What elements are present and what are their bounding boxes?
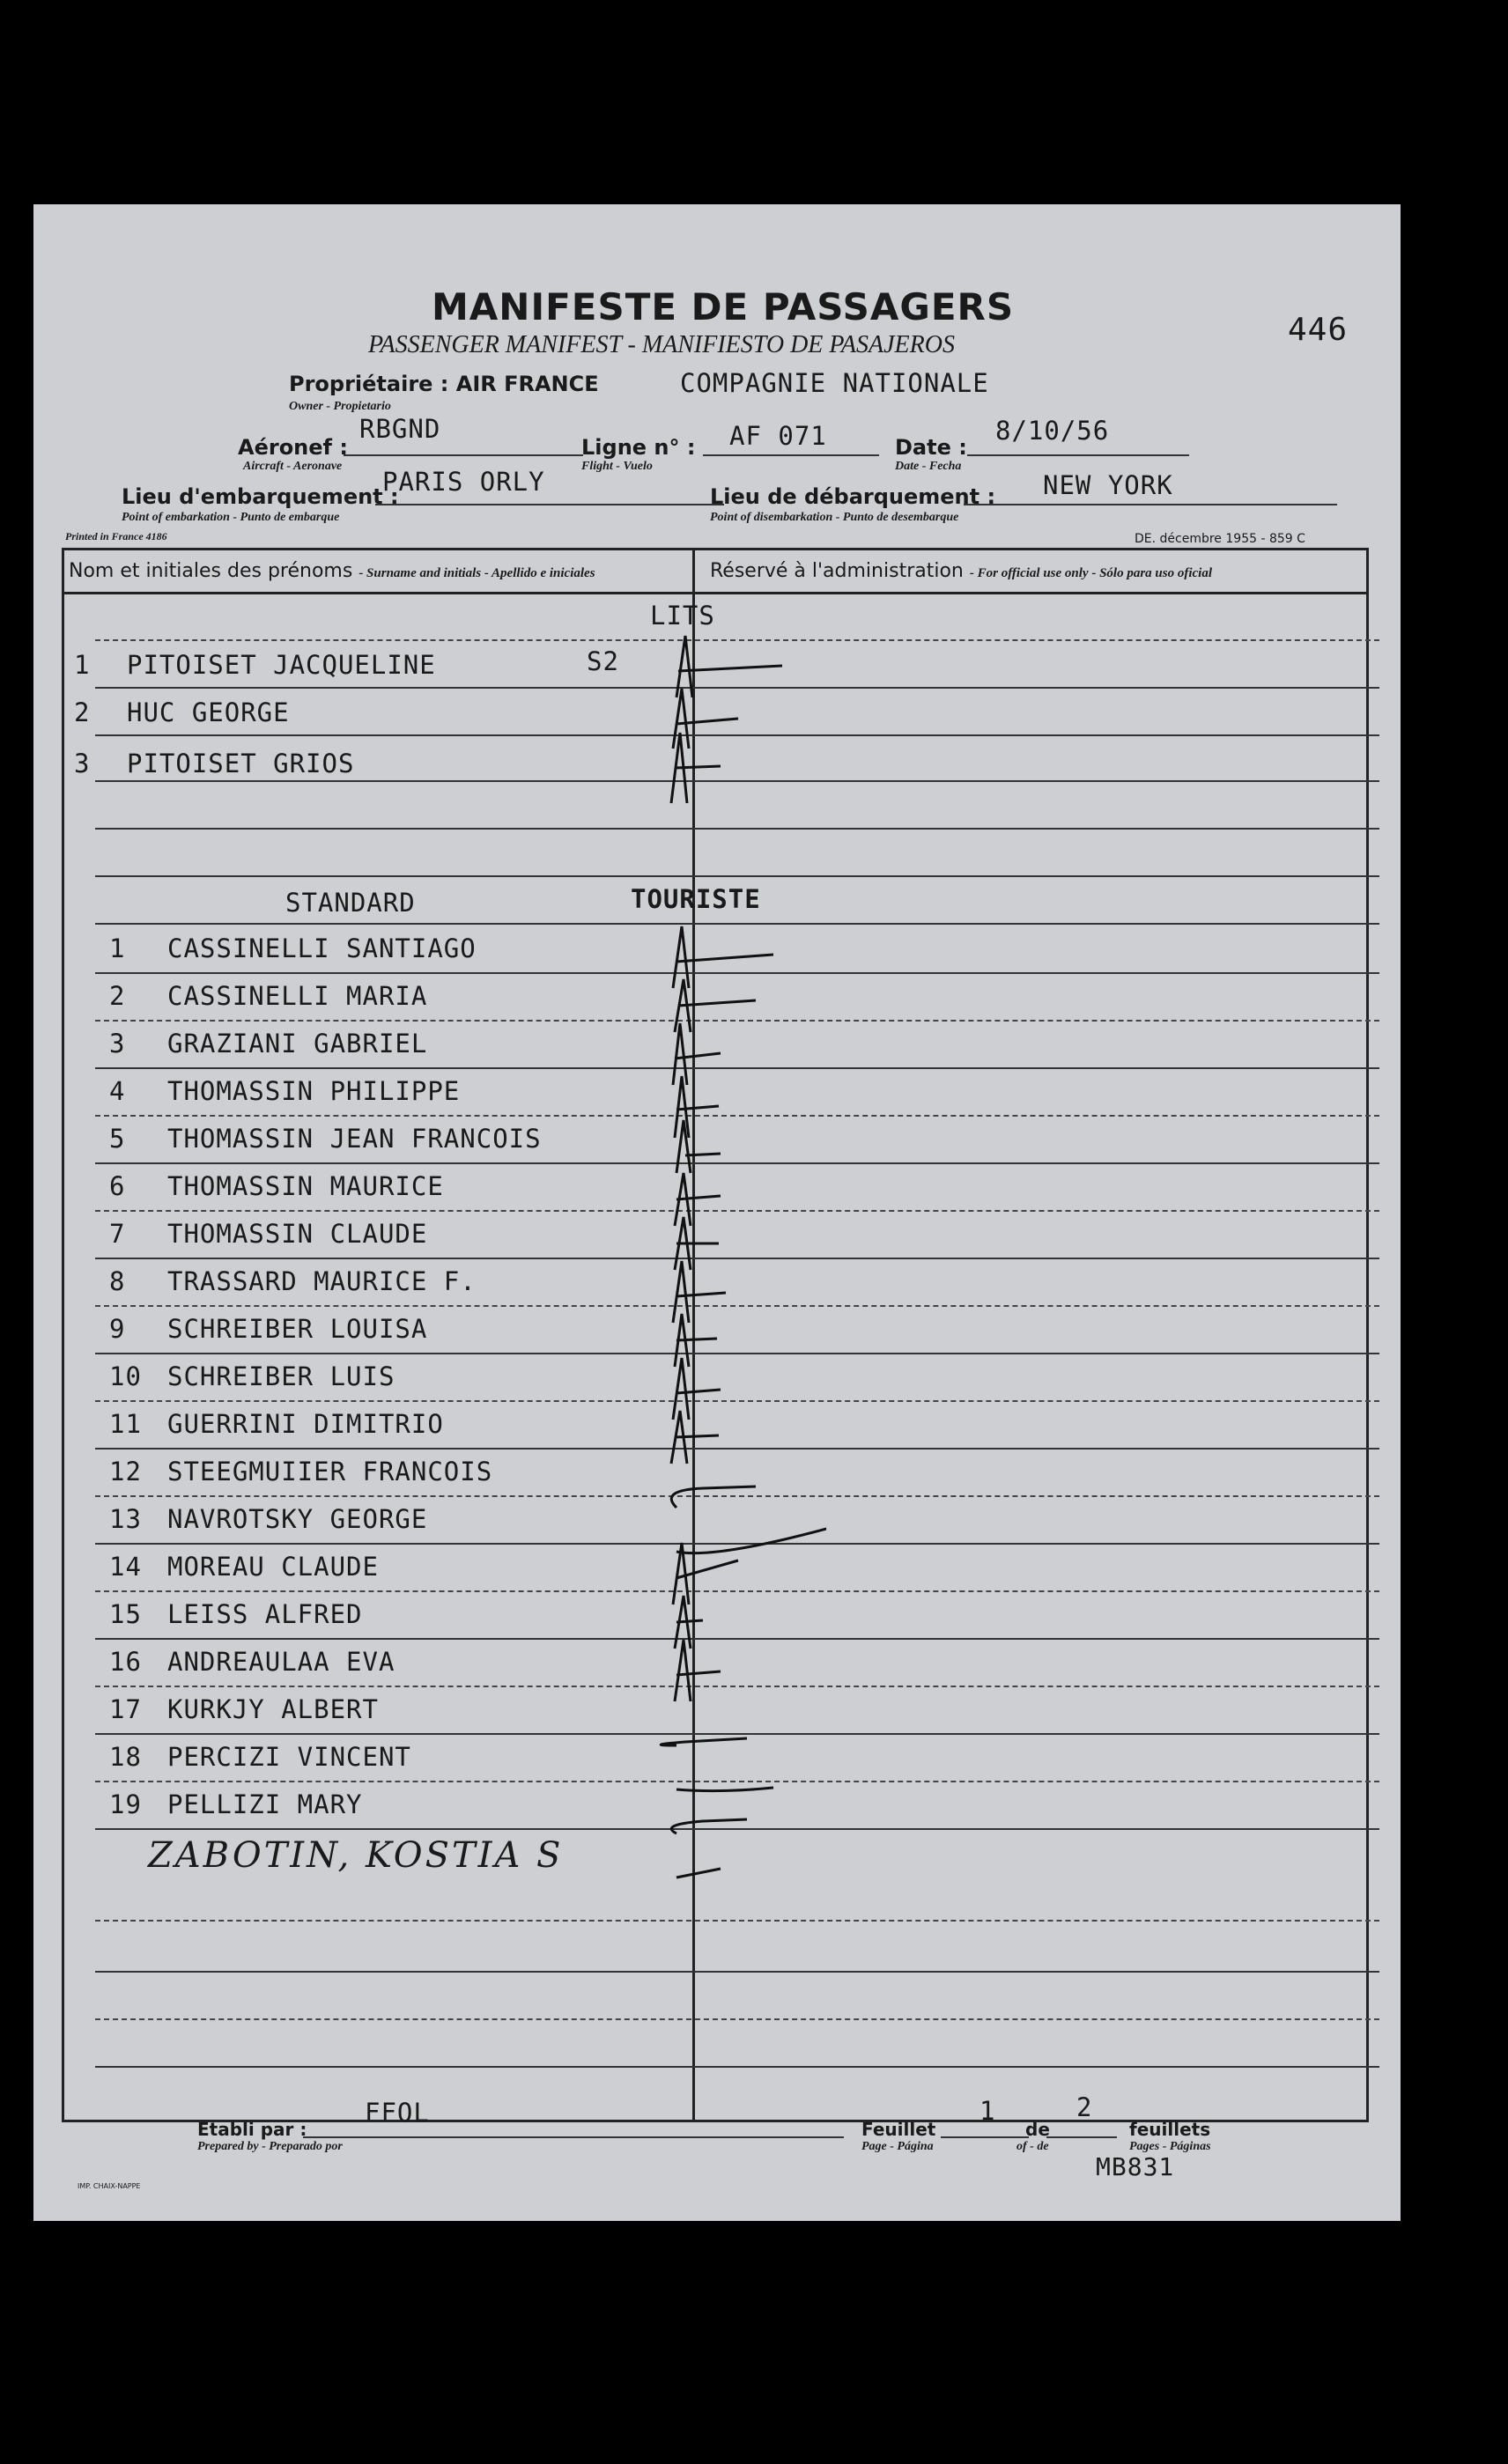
aircraft-sub: Aircraft - Aeronave bbox=[243, 460, 343, 473]
standard-num: 17 bbox=[109, 1694, 142, 1724]
standard-num: 2 bbox=[109, 981, 126, 1011]
owner-label: Propriétaire : AIR FRANCE bbox=[289, 372, 599, 396]
pages-sub: Pages - Páginas bbox=[1129, 2140, 1211, 2153]
standard-name: ANDREAULAA EVA bbox=[167, 1647, 395, 1677]
rule bbox=[95, 2018, 1379, 2020]
standard-name: SCHREIBER LUIS bbox=[167, 1361, 395, 1391]
col-admin-header-sub: - For official use only - Sólo para uso oficial bbox=[969, 566, 1213, 580]
standard-row bbox=[109, 1504, 427, 1534]
document-title: MANIFESTE DE PASSAGERS bbox=[432, 285, 1015, 328]
handwritten-entry: ZABOTIN, KOSTIA S bbox=[148, 1835, 564, 1876]
aircraft-label: Aéronef : bbox=[238, 435, 348, 460]
standard-num: 6 bbox=[109, 1171, 126, 1201]
standard-name: CASSINELLI SANTIAGO bbox=[167, 933, 477, 963]
embark-value: PARIS ORLY bbox=[382, 467, 545, 497]
flight-value: AF 071 bbox=[729, 421, 827, 451]
prepared-underline bbox=[303, 2136, 844, 2138]
printer-note: IMP. CHAIX-NAPPE bbox=[78, 2182, 141, 2190]
standard-name: THOMASSIN JEAN FRANCOIS bbox=[167, 1124, 542, 1154]
standard-num: 12 bbox=[109, 1457, 142, 1487]
standard-name: GRAZIANI GABRIEL bbox=[167, 1029, 428, 1059]
standard-row bbox=[109, 1029, 427, 1059]
col-admin-header bbox=[710, 560, 1212, 582]
section-touriste: TOURISTE bbox=[631, 884, 761, 914]
admin-check-marks bbox=[650, 627, 826, 1904]
manifest-sheet bbox=[33, 204, 1401, 2221]
page-value: 1 bbox=[979, 2096, 996, 2126]
standard-row bbox=[109, 1742, 411, 1772]
document-subtitle: PASSENGER MANIFEST - MANIFIESTO DE PASAJEROS bbox=[368, 331, 955, 358]
standard-num: 15 bbox=[109, 1599, 142, 1629]
standard-row bbox=[109, 1789, 363, 1819]
standard-name: STEEGMUIIER FRANCOIS bbox=[167, 1457, 493, 1487]
lits-num: 2 bbox=[74, 697, 91, 727]
rule bbox=[95, 1920, 1379, 1922]
col-name-header-sub: - Surname and initials - Apellido e iniciales bbox=[359, 566, 595, 580]
lits-extra: S2 bbox=[587, 646, 619, 676]
standard-name: NAVROTSKY GEORGE bbox=[167, 1504, 428, 1534]
standard-row bbox=[109, 1361, 395, 1391]
standard-row bbox=[109, 981, 427, 1011]
col-name-header bbox=[69, 560, 595, 582]
standard-num: 5 bbox=[109, 1124, 126, 1154]
standard-name: PELLIZI MARY bbox=[167, 1789, 363, 1819]
standard-name: PERCIZI VINCENT bbox=[167, 1742, 411, 1772]
standard-num: 19 bbox=[109, 1789, 142, 1819]
lits-name: PITOISET JACQUELINE bbox=[127, 650, 436, 680]
aircraft-value: RBGND bbox=[359, 414, 441, 444]
printed-note: Printed in France 4186 bbox=[65, 530, 167, 542]
lits-row-2 bbox=[74, 697, 290, 727]
standard-row bbox=[109, 1076, 460, 1106]
standard-name: CASSINELLI MARIA bbox=[167, 981, 428, 1011]
embark-label: Lieu d'embarquement : bbox=[122, 484, 399, 509]
lits-name: PITOISET GRIOS bbox=[127, 749, 355, 778]
rule bbox=[95, 2066, 1379, 2068]
lits-num: 1 bbox=[74, 650, 91, 680]
disembark-label: Lieu de débarquement : bbox=[710, 484, 996, 509]
disembark-sub: Point of disembarkation - Punto de desembarque bbox=[710, 511, 959, 524]
decree-note: DE. décembre 1955 - 859 C bbox=[1135, 532, 1305, 546]
section-standard: STANDARD bbox=[285, 888, 416, 918]
date-sub: Date - Fecha bbox=[895, 460, 962, 473]
standard-num: 1 bbox=[109, 933, 126, 963]
standard-num: 7 bbox=[109, 1219, 126, 1249]
aircraft-underline bbox=[344, 454, 583, 456]
disembark-value: NEW YORK bbox=[1043, 470, 1173, 500]
owner-value: COMPAGNIE NATIONALE bbox=[680, 368, 989, 398]
standard-row bbox=[109, 1124, 542, 1154]
lits-row-3 bbox=[74, 749, 354, 778]
stamp-number: MB831 bbox=[1096, 2152, 1175, 2181]
pages-label: feuillets bbox=[1129, 2119, 1211, 2140]
standard-row bbox=[109, 1599, 363, 1629]
standard-name: GUERRINI DIMITRIO bbox=[167, 1409, 444, 1439]
standard-num: 13 bbox=[109, 1504, 142, 1534]
date-underline bbox=[967, 454, 1189, 456]
standard-name: LEISS ALFRED bbox=[167, 1599, 363, 1629]
standard-name: TRASSARD MAURICE F. bbox=[167, 1266, 477, 1296]
standard-row bbox=[109, 1314, 427, 1344]
col-admin-header-text: Réservé à l'administration bbox=[710, 560, 964, 582]
standard-num: 14 bbox=[109, 1552, 142, 1582]
standard-row bbox=[109, 1694, 379, 1724]
embark-sub: Point of embarkation - Punto de embarque bbox=[122, 511, 340, 524]
section-lits: LITS bbox=[650, 601, 715, 631]
standard-row bbox=[109, 1457, 492, 1487]
prepared-sub: Prepared by - Preparado por bbox=[197, 2140, 343, 2153]
of-value: 2 bbox=[1076, 2092, 1093, 2122]
page-underline bbox=[941, 2136, 1029, 2138]
standard-num: 9 bbox=[109, 1314, 126, 1344]
flight-sub: Flight - Vuelo bbox=[581, 460, 653, 473]
lits-num: 3 bbox=[74, 749, 91, 778]
standard-row bbox=[109, 1171, 444, 1201]
owner-sub: Owner - Propietario bbox=[289, 400, 391, 413]
standard-num: 10 bbox=[109, 1361, 142, 1391]
prepared-value: FFOL bbox=[365, 2098, 430, 2128]
standard-row bbox=[109, 1219, 427, 1249]
standard-row bbox=[109, 1552, 379, 1582]
date-value: 8/10/56 bbox=[995, 416, 1110, 446]
page-label: Feuillet bbox=[861, 2119, 936, 2140]
of-sub: of - de bbox=[1016, 2140, 1049, 2153]
standard-name: KURKJY ALBERT bbox=[167, 1694, 379, 1724]
page-sub: Page - Página bbox=[861, 2140, 934, 2153]
standard-num: 18 bbox=[109, 1742, 142, 1772]
date-label: Date : bbox=[895, 435, 967, 460]
standard-num: 11 bbox=[109, 1409, 142, 1439]
standard-name: MOREAU CLAUDE bbox=[167, 1552, 379, 1582]
standard-num: 4 bbox=[109, 1076, 126, 1106]
standard-row bbox=[109, 933, 477, 963]
of-label: de bbox=[1025, 2119, 1050, 2140]
disembark-underline bbox=[964, 504, 1337, 505]
flight-label: Ligne n° : bbox=[581, 435, 696, 460]
standard-num: 16 bbox=[109, 1647, 142, 1677]
lits-marks bbox=[671, 636, 782, 803]
standard-name: SCHREIBER LOUISA bbox=[167, 1314, 428, 1344]
standard-row bbox=[109, 1266, 477, 1296]
standard-name: THOMASSIN PHILIPPE bbox=[167, 1076, 461, 1106]
of-underline bbox=[1046, 2136, 1117, 2138]
standard-row bbox=[109, 1409, 444, 1439]
lits-row-1 bbox=[74, 650, 436, 680]
standard-num: 8 bbox=[109, 1266, 126, 1296]
page-number: 446 bbox=[1288, 312, 1349, 348]
standard-row bbox=[109, 1647, 395, 1677]
prepared-label: Etabli par : bbox=[197, 2119, 307, 2140]
standard-name: THOMASSIN CLAUDE bbox=[167, 1219, 428, 1249]
flight-underline bbox=[703, 454, 879, 456]
standard-num: 3 bbox=[109, 1029, 126, 1059]
lits-name: HUC GEORGE bbox=[127, 697, 290, 727]
embark-underline bbox=[375, 504, 724, 505]
rule bbox=[95, 1971, 1379, 1973]
col-name-header-text: Nom et initiales des prénoms bbox=[69, 560, 353, 582]
standard-marks bbox=[661, 926, 826, 1878]
standard-name: THOMASSIN MAURICE bbox=[167, 1171, 444, 1201]
table-header-divider bbox=[62, 592, 1366, 594]
